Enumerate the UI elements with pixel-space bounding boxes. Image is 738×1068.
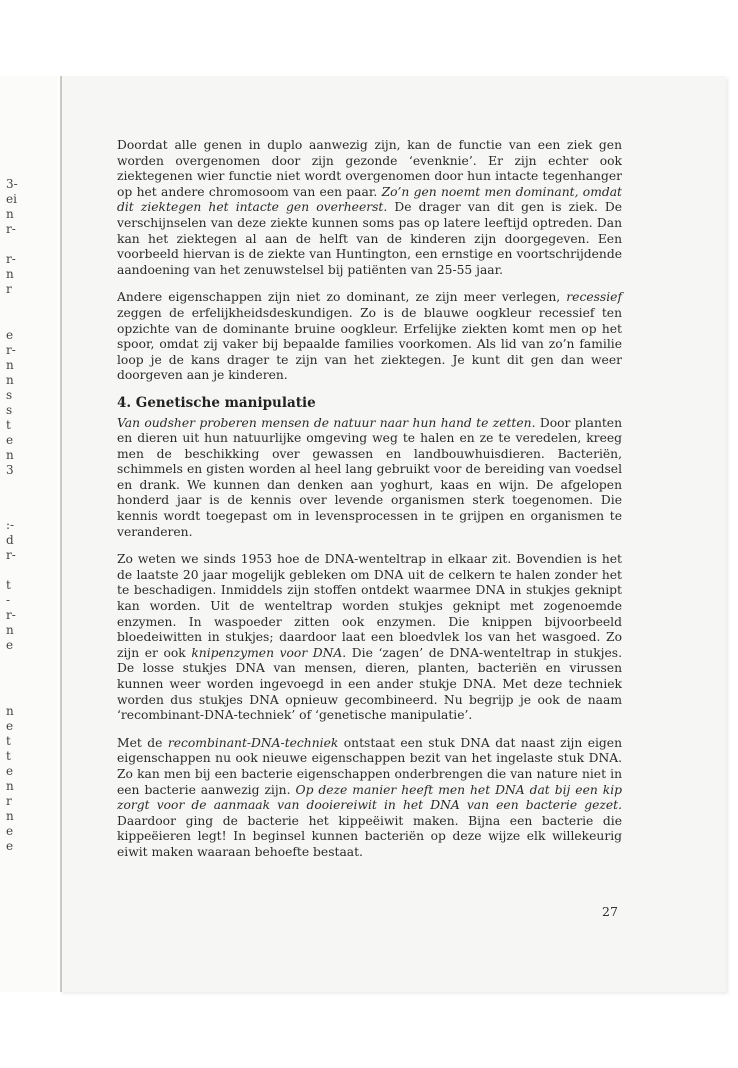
facing-page-fragment: e	[6, 638, 14, 652]
facing-page-fragment: t	[6, 418, 11, 432]
facing-page-fragment: t	[6, 578, 11, 592]
facing-page-fragment: e	[6, 433, 14, 447]
book-gutter	[60, 76, 62, 992]
facing-page-fragment: d	[6, 533, 14, 547]
paragraph-recombinant-dna: Met de recombinant-DNA-techniek ontstaat een stuk DNA dat naast zijn eigen eigenschappen nu ook nieuwe eigenschappen bezit van het ingelaste stuk DNA. Zo kan men bij een bacterie eigenschappen onderbrengen die van nature niet in een bacterie aanwezig zijn. Op deze manier heeft men het DNA dat bij een kip zorgt voor de aanmaak van dooiereiwit in het DNA van een bacterie gezet. Daardoor ging de bacterie het kippeëiwit maken. Bijna een bacterie die kippeëieren legt! In beginsel kunnen bacteriën op deze wijze elk willekeurig eiwit maken waaraan behoefte bestaat.	[117, 735, 623, 859]
facing-page-fragment: n	[6, 779, 14, 793]
facing-page-fragment: s	[6, 388, 13, 402]
facing-page-fragment: n	[6, 267, 14, 281]
page-number: 27	[602, 904, 618, 919]
facing-page-fragment: t	[6, 734, 11, 748]
facing-page-fragment: s	[6, 403, 13, 417]
facing-page-fragment: 3-	[6, 177, 18, 191]
facing-page-fragment: e	[6, 824, 14, 838]
page-body	[117, 138, 622, 873]
facing-page-fragment: r-	[6, 222, 16, 236]
facing-page-fragment: ei	[6, 192, 17, 206]
facing-page-fragment: r	[6, 282, 12, 296]
facing-page-fragment: n	[6, 623, 14, 637]
facing-page-fragment: :-	[6, 518, 15, 532]
facing-page-fragment: n	[6, 373, 14, 387]
facing-page-fragment: r-	[6, 608, 16, 622]
facing-page-fragment: e	[6, 328, 14, 342]
facing-page-fragment: r-	[6, 548, 16, 562]
section-heading: 4. Genetische manipulatie	[117, 394, 316, 411]
facing-page-fragment: e	[6, 764, 14, 778]
facing-page-edge	[0, 76, 58, 992]
facing-page-fragment: e	[6, 719, 14, 733]
paragraph-dna-enzymes: Zo weten we sinds 1953 hoe de DNA-wenteltrap in elkaar zit. Bovendien is het de laatste 20 jaar mogelijk gebleken om DNA uit de celkern te halen zonder het te beschadigen. Inmiddels zijn stoffen ontdekt waarmee DNA in stukjes geknipt kan worden. Uit de wenteltrap worden stukjes geknipt met zogenoemde enzymen. In waspoeder zitten ook enzymen. Die knippen bijvoorbeeld bloedeiwitten in stukjes; daardoor laat een bloedvlek los van het wasgoed. Zo zijn er ook knipenzymen voor DNA. Die ‘zagen’ de DNA-wenteltrap in stukjes. De losse stukjes DNA van mensen, dieren, planten, bacteriën en virussen kunnen weer worden ingevoegd in een ander stukje DNA. Met deze techniek worden dus stukjes DNA opnieuw gecombineerd. Nu begrijp je ook de naam ‘recombinant-DNA-techniek’ of ‘genetische manipulatie’.	[117, 552, 622, 723]
paragraph-recessive-genes: Andere eigenschappen zijn niet zo dominant, ze zijn meer verlegen, recessief zeggen de erfelijkheidsdeskundigen. Zo is de blauwe oogkleur recessief ten opzichte van de dominante bruine oogkleur. Erfelijke ziekten komt men op het spoor, omdat zij vaker bij bepaalde families voorkomen. Als lid van zo’n familie loop je de kans drager te zijn van het ziektegen. Je kunt dit gen dan weer doorgeven aan je kinderen.	[117, 290, 622, 383]
facing-page-fragment: -	[6, 593, 11, 607]
facing-page-fragment: n	[6, 207, 14, 221]
facing-page-fragment: t	[6, 749, 11, 763]
facing-page-fragment: n	[6, 448, 14, 462]
facing-page-fragment: n	[6, 704, 14, 718]
facing-page-fragment: r	[6, 794, 12, 808]
facing-page-fragment: r-	[6, 252, 16, 266]
facing-page-fragment: e	[6, 839, 14, 853]
facing-page-fragment: 3	[6, 463, 14, 477]
facing-page-fragment: n	[6, 809, 14, 823]
facing-page-fragment: n	[6, 358, 14, 372]
paragraph-intro-manipulation: Van oudsher proberen mensen de natuur naar hun hand te zetten. Door planten en dieren uit hun natuurlijke omgeving weg te halen en ze te veredelen, kreeg men de beschikking over gewassen en landbouwhuisdieren. Bacteriën, schimmels en gisten worden al heel lang gebruikt voor de bereiding van voedsel en drank. We kunnen dan denken aan yoghurt, kaas en wijn. De afgelopen honderd jaar is de kennis over levende organismen sterk toegenomen. Die kennis wordt toegepast om in levensprocessen in te grijpen en organismen te veranderen.	[117, 415, 622, 539]
paragraph-dominant-genes: Doordat alle genen in duplo aanwezig zijn, kan de functie van een ziek gen worden overgenomen door zijn gezonde ‘evenknie’. Er zijn echter ook ziektegenen wier functie niet wordt overgenomen door hun intacte tegenhanger op het andere chromosoom van een paar. Zo’n gen noemt men dominant, omdat dit ziektegen het intacte gen overheerst. De drager van dit gen is ziek. De verschijnselen van deze ziekte kunnen soms pas op latere leeftijd optreden. Dan kan het ziektegen al aan de helft van de kinderen zijn doorgegeven. Een voorbeeld hiervan is de ziekte van Huntington, een ernstige en voortschrijdende aandoening van het zenuwstelsel bij patiënten van 25-55 jaar.	[117, 138, 623, 277]
facing-page-fragment: r-	[6, 343, 16, 357]
